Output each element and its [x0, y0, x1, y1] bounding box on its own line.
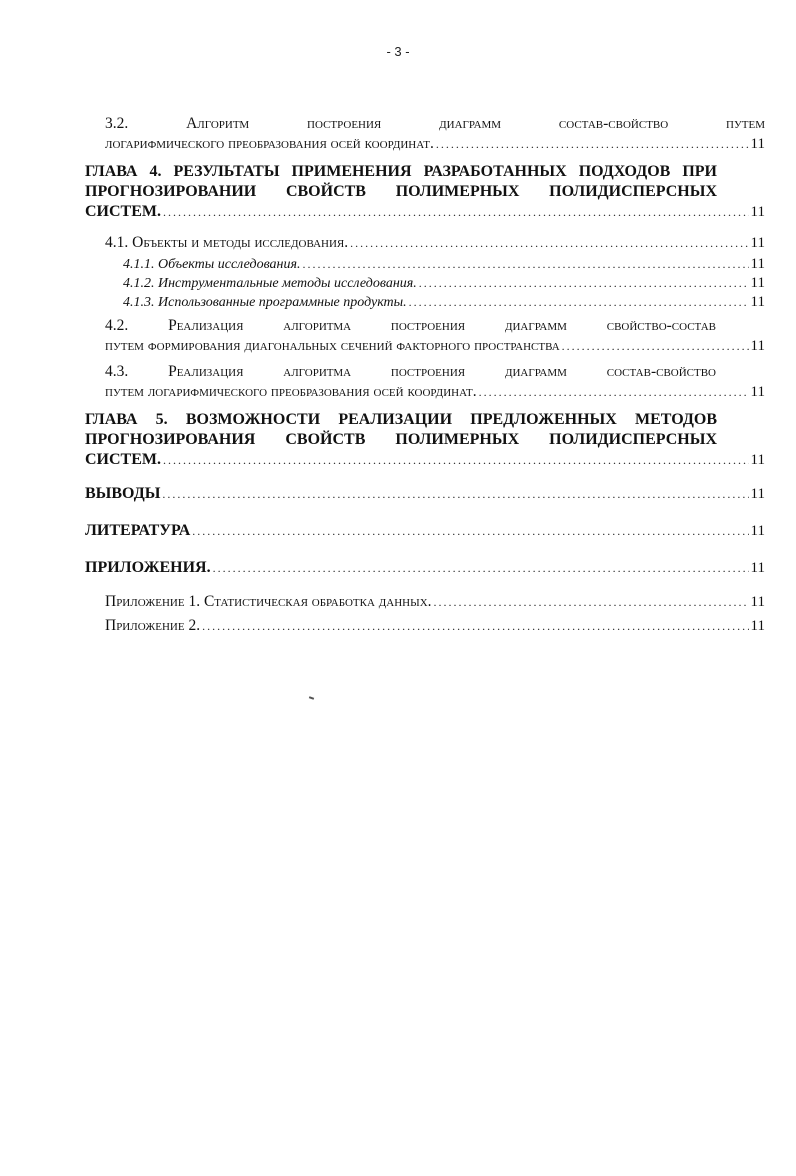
- dot-leader: [163, 450, 749, 470]
- toc-entry-4-1-2-page: 11: [750, 275, 765, 291]
- toc-conclusions: [85, 484, 765, 504]
- dot-leader: [213, 558, 749, 578]
- dot-leader: [163, 202, 749, 222]
- toc-entry-4-1-2-title: 4.1.2. Инструментальные методы исследования.: [123, 276, 417, 291]
- toc-chapter-5-title-line3: СИСТЕМ.: [85, 451, 161, 468]
- dot-leader: [479, 382, 749, 402]
- toc-literature-page: 11: [750, 523, 765, 539]
- toc-chapter-4-title-line1: ГЛАВА 4. РЕЗУЛЬТАТЫ ПРИМЕНЕНИЯ РАЗРАБОТАННЫХ ПОДХОДОВ ПРИ: [85, 163, 717, 180]
- toc-appendix-1-title: Приложение 1. Статистическая обработка данных.: [105, 593, 432, 610]
- toc-chapter-4-title-line3: СИСТЕМ.: [85, 203, 161, 220]
- toc-entry-3-2-page: 11: [750, 136, 765, 152]
- toc-entry-4-1: [105, 233, 765, 253]
- page-number: - 3 -: [386, 44, 410, 59]
- toc-chapter-5-page: 11: [750, 452, 765, 468]
- toc-entry-4-2-page: 11: [750, 338, 765, 354]
- toc-literature: [85, 521, 765, 541]
- dot-leader: [202, 616, 748, 636]
- dot-leader: [162, 484, 748, 504]
- toc-chapter-5-title-line1: ГЛАВА 5. ВОЗМОЖНОСТИ РЕАЛИЗАЦИИ ПРЕДЛОЖЕННЫХ МЕТОДОВ: [85, 411, 717, 428]
- dot-leader: [562, 336, 749, 356]
- toc-literature-title: ЛИТЕРАТУРА: [85, 522, 191, 539]
- toc-conclusions-title: ВЫВОДЫ: [85, 485, 161, 502]
- toc-entry-4-1-3-title: 4.1.3. Использованные программные продукты.: [123, 295, 407, 310]
- toc-chapter-4: [85, 162, 765, 222]
- toc-entry-4-1-2: [123, 273, 765, 294]
- dot-leader: [436, 134, 749, 154]
- toc-entry-4-1-1: [123, 254, 765, 275]
- dot-leader: [192, 521, 748, 541]
- toc-entry-3-2: [105, 114, 765, 154]
- toc-entry-3-2-title-line1: 3.2. Алгоритм построения диаграмм состав-свойство путем: [105, 115, 765, 132]
- toc-appendix-1-page: 11: [750, 594, 765, 610]
- toc-entry-4-1-title: 4.1. Объекты и методы исследования.: [105, 234, 349, 251]
- toc-entry-4-1-page: 11: [750, 235, 765, 251]
- toc-entry-4-1-3-page: 11: [750, 294, 765, 310]
- toc-entry-4-3-title-line2: путем логарифмического преобразования осей координат.: [105, 383, 477, 400]
- toc-entry-4-2: [105, 316, 765, 356]
- toc-chapter-4-page: 11: [750, 204, 765, 220]
- toc-chapter-5: [85, 410, 765, 470]
- dot-leader: [419, 273, 749, 293]
- toc-entry-4-3-title-line1: 4.3. Реализация алгоритма построения диаграмм состав-свойство: [105, 363, 716, 380]
- toc-entry-4-2-title-line1: 4.2. Реализация алгоритма построения диаграмм свойство-состав: [105, 317, 716, 334]
- dot-leader: [350, 233, 748, 253]
- toc-appendices-page: 11: [750, 560, 765, 576]
- toc-entry-4-3: [105, 362, 765, 402]
- toc-chapter-5-title-line2: ПРОГНОЗИРОВАНИЯ СВОЙСТВ ПОЛИМЕРНЫХ ПОЛИДИСПЕРСНЫХ: [85, 431, 717, 448]
- toc-conclusions-page: 11: [750, 486, 765, 502]
- toc-entry-4-2-title-line2: путем формирования диагональных сечений факторного пространства: [105, 337, 560, 354]
- toc-appendix-1: [105, 592, 765, 612]
- toc-entry-3-2-title-line2: логарифмического преобразования осей координат.: [105, 135, 434, 152]
- toc-entry-4-3-page: 11: [750, 384, 765, 400]
- toc-entry-4-1-1-title: 4.1.1. Объекты исследования.: [123, 257, 301, 272]
- toc-appendix-2: [105, 616, 765, 636]
- toc-chapter-4-title-line2: ПРОГНОЗИРОВАНИИ СВОЙСТВ ПОЛИМЕРНЫХ ПОЛИДИСПЕРСНЫХ: [85, 183, 717, 200]
- toc-appendices: [85, 558, 765, 578]
- toc-appendix-2-title: Приложение 2.: [105, 617, 201, 634]
- dot-leader: [303, 254, 749, 274]
- toc-appendices-title: ПРИЛОЖЕНИЯ.: [85, 559, 211, 576]
- scan-speck: [309, 696, 314, 700]
- toc-entry-4-1-1-page: 11: [750, 256, 765, 272]
- dot-leader: [409, 292, 749, 312]
- toc-appendix-2-page: 11: [750, 618, 765, 634]
- dot-leader: [434, 592, 749, 612]
- toc-entry-4-1-3: [123, 292, 765, 313]
